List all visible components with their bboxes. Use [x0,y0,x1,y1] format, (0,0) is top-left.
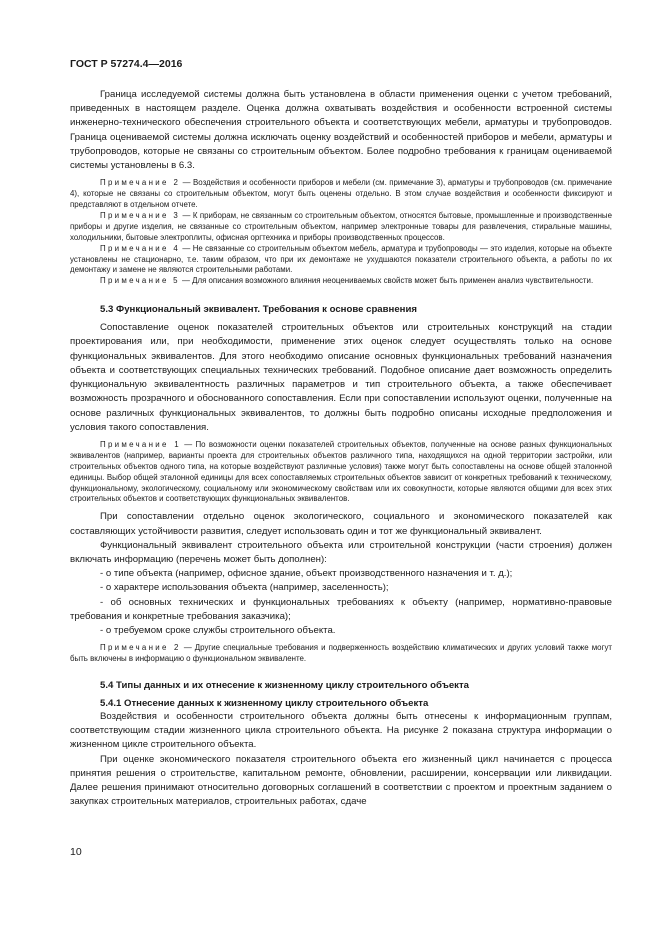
note-text: — Воздействия и особенности приборов и мебели (см. примечание 3), арматуры и трубопроводов (см. примечание 4), которые не связаны со строительным объектом, могут быть оценены отдельно. В этом случае воздействия и особенности фиксируют и представляют в отдельном отчете. [70,178,612,210]
note-label: Примечание 5 [100,276,180,286]
section-5-4-heading: 5.4 Типы данных и их отнесение к жизненному циклу строительного объекта [100,679,470,691]
page-number: 10 [70,846,82,858]
note-3 [70,211,612,244]
list-item: - о требуемом сроке службы строительного объекта. [100,624,336,636]
paragraph-functional-equivalent: Сопоставление оценок показателей строительных объектов или строительных конструкций на стадии проектирования или, при необходимости, применение этих оценок следует осуществлять только на основе функциональных эквивалентов. Для этого необходимо описание основных функциональных требований назначения объекта и соответствующих специальных технических требований. Подобное описание дает возможность определить функциональную эквивалентность различных параметров и тип строительного объекта, а также обеспечивает возможность прозрачного и обоснованного сопоставления. Если при сопоставлении используют оценки, полученные на основе различных функциональных эквивалентов, то должны быть подробно описаны исходные предположения и условия такого сопоставления. [70,322,612,433]
note-2 [70,178,612,211]
paragraph-system-boundary: Граница исследуемой системы должна быть установлена в области применения оценки с учетом требований, приведенных в настоящем разделе. Оценка должна охватывать воздействия и особенности встроенной системы инженерно-технического обеспечения строительного объекта и соответствующих мебели, арматуры и трубопроводов. Граница оцениваемой системы должна исключать оценку воздействий и особенностей приборов и мебели, арматуры и трубопроводов, которые не связаны со строительным объектом. Более подробно требования к границам оцениваемой системы установлены в 6.3. [70,89,612,172]
note-text: — К приборам, не связанным со строительным объектом, относятся бытовые, промышленные и производственные приборы и другие изделия, не связанные со строительным объектом, например электронные товары для развлечения, стиральные машины, холодильники, бытовые электроплиты, офисная оргтехника и приборы производственных процессов. [70,210,612,242]
note-2-functional [70,643,612,665]
note-label: Примечание 1 [100,439,181,449]
note-text: — Не связанные со строительным объектом мебель, арматура и трубопроводы — это изделия, которые на объекте установлены не стационарно, т.е. таким образом, что при их демонтаже не ухудшаются показатели строительного объекта, а работы по их демонтажу и замене не являются строительными работами. [70,243,612,275]
note-5 [70,276,612,287]
note-label: Примечание 4 [100,243,181,253]
note-label: Примечание 2 [100,643,181,653]
list-item: - о типе объекта (например, офисное здание, объект производственного назначения и т. д.); [100,568,513,580]
note-text: — Для описания возможного влияния неоцениваемых свойств может быть применен анализ чувствительности. [179,276,594,286]
list-item: - о характере использования объекта (например, заселенность); [100,582,389,594]
paragraph-data-assignment: Воздействия и особенности строительного объекта должны быть отнесены к информационным группам, соответствующим стадии жизненного цикла строительного объекта. На рисунке 2 показана структура информации о жизненном цикле строительного объекта. [70,710,612,751]
note-label: Примечание 2 [100,178,181,188]
paragraph-economic-assessment: При оценке экономического показателя строительного объекта его жизненный цикл начинается с процесса принятия решения о строительстве, капитальном ремонте, обновлении, расширении, консервации или ликвидации. Далее решения принимают относительно договорных соглашений в соответствии с проектом и проектным заданием о закупках строительных материалов, строительных работах, сдаче [70,753,612,808]
note-1 [70,440,612,505]
document-header: ГОСТ Р 57274.4—2016 [70,58,183,70]
paragraph-sustainability: При сопоставлении отдельно оценок экологического, социального и экономического показателей как составляющих устойчивости развития, следует использовать один и тот же функциональный эквивалент. [70,511,612,537]
section-5-3-heading: 5.3 Функциональный эквивалент. Требования к основе сравнения [100,304,417,316]
paragraph-equivalent-info: Функциональный эквивалент строительного объекта или строительной конструкции (части строения) должен включать информацию (перечень может быть дополнен): [70,539,612,565]
section-5-4-1-heading: 5.4.1 Отнесение данных к жизненному циклу строительного объекта [100,697,429,709]
page-content [70,88,612,809]
list-item: - об основных технических и функциональных требованиях к объекту (например, нормативно-правовые требования и конкретные требования заказчика); [70,596,612,622]
note-label: Примечание 3 [100,210,181,220]
note-text: — По возможности оценки показателей строительных объектов, полученные на основе разных функциональных эквивалентов (например, варианты проекта для строительных объектов различного типа, находящихся на одной территории застройки, или строительных объектов одного типа, на которые воздействуют различные условия) также могут быть сопоставлены на основе общей эталонной единицы. Выбор общей эталонной единицы для всех сопоставляемых строительных объектов зависит от конкретных требований к техническому, функциональному, экологическому, социальному или экономическому свойствам или их совокупности, которые являются общими для всех этих строительных объектов и соответствующих функциональных эквивалентов. [70,439,612,504]
note-4 [70,244,612,277]
note-text: — Другие специальные требования и подверженность воздействию климатических и других условий также могут быть включены в информацию о функциональном эквиваленте. [70,643,613,664]
